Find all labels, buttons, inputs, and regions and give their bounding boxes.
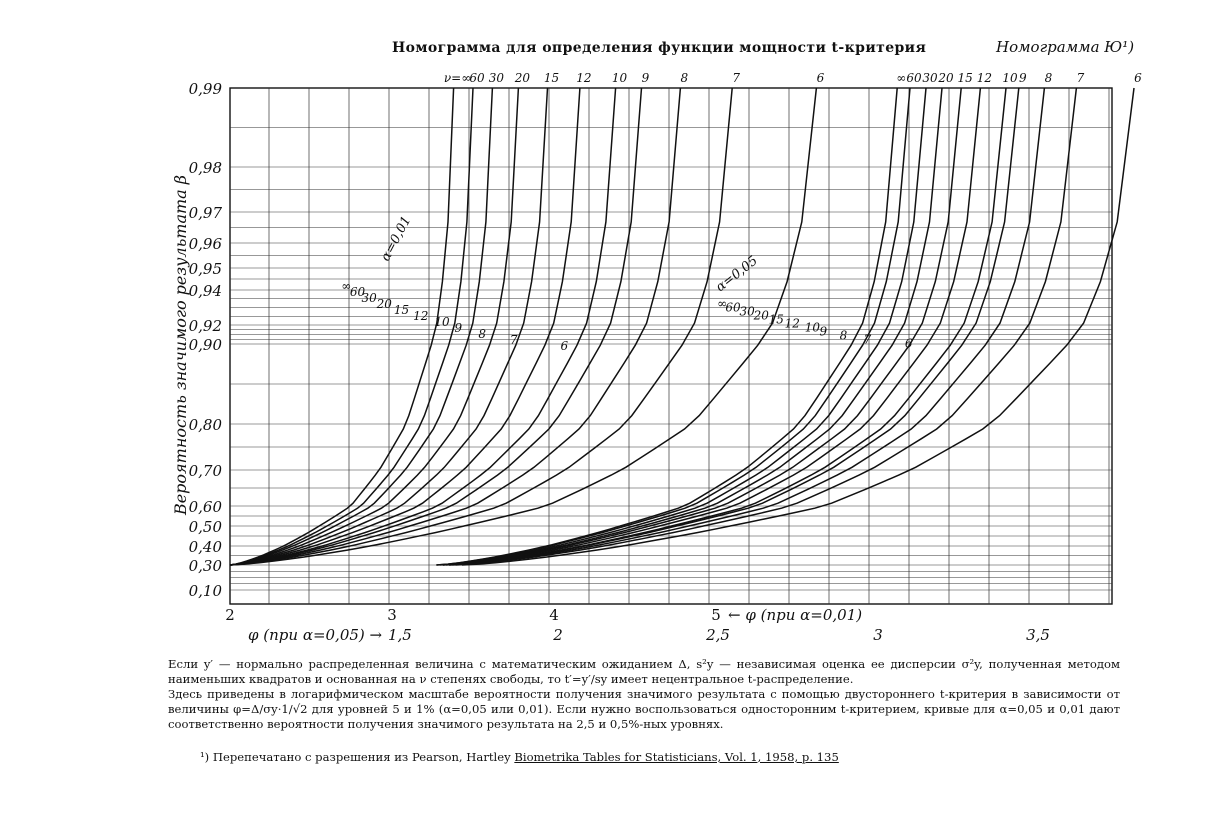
curve-inline-label: 12 — [784, 316, 800, 331]
curve-inline-label: 6 — [560, 339, 569, 353]
curve-inline-label: 7 — [863, 332, 872, 347]
curve-inline-label: 12 — [413, 309, 429, 323]
chart-curves — [230, 88, 1134, 565]
caption-paragraph: Здесь приведены в логарифмическом масштабе вероятности получения значимого результата с помощью двустороннего t-критерия в зависимости от величины φ=Δ/σy·1/√2 для уровней 5 и 1% (α=0,05 или 0,01). Если нужно воспользоваться односторонним t-критерием, кривые для α=0,05 и 0,01 дают соответственно вероятности получения значимого результата на 2,5 и 0,5%-ных уровнях. — [168, 687, 1120, 731]
x-bottom-tick-label: 3 — [873, 626, 883, 644]
curve-alpha005-nu-30 — [440, 88, 926, 565]
curve-top-label-alpha005: 6 — [1134, 71, 1142, 85]
footnote — [200, 750, 839, 764]
y-tick-label: 0,94 — [188, 282, 222, 300]
footnote-source: Biometrika Tables for Statisticians, Vol. 1, 1958, p. 135 — [514, 750, 839, 764]
caption-paragraph: Если y′ — нормально распределенная величина с математическим ожиданием Δ, s²y — независимая оценка ее дисперсии σ²y, полученная методом наименьших квадратов и основанная на ν степенях свободы, то t′=y′/sy имеет нецентральное t-распределение. — [168, 657, 1120, 686]
curve-alpha001-nu-10 — [230, 88, 616, 565]
curve-top-label-alpha001: 12 — [576, 71, 592, 85]
curve-top-label-alpha005: 9 — [1018, 71, 1027, 85]
curve-inline-label: ∞ — [717, 296, 728, 311]
y-tick-label: 0,96 — [188, 235, 222, 253]
y-tick-label: 0,90 — [188, 336, 222, 354]
y-tick-label: 0,97 — [188, 204, 222, 222]
x-top-axis-label: ← φ (при α=0,01) — [728, 606, 863, 624]
curve-alpha001-nu-20 — [230, 88, 518, 565]
curve-inline-label: 8 — [839, 328, 848, 343]
group-label-alpha005: α=0,05 — [713, 253, 761, 296]
x-top-tick-label: 4 — [549, 606, 559, 624]
curve-top-label-alpha001: 8 — [680, 71, 689, 85]
curve-top-label-alpha005: 12 — [976, 71, 993, 85]
curve-top-label-alpha005: ∞ — [896, 71, 907, 85]
footnote-text: ¹) Перепечатано с разрешения из Pearson, Hartley — [200, 750, 511, 764]
curve-alpha005-nu-60 — [436, 88, 910, 565]
curve-top-label-alpha001: 15 — [543, 71, 560, 85]
curve-inline-label: 30 — [739, 304, 755, 319]
curve-top-label-alpha005: 7 — [1076, 71, 1085, 85]
y-tick-label: 0,99 — [188, 80, 222, 98]
y-tick-label: 0,40 — [188, 538, 222, 556]
y-tick-label: 0,50 — [188, 518, 222, 536]
curve-inline-label: 30 — [361, 291, 377, 305]
x-top-tick-label: 5 — [711, 606, 721, 624]
x-bottom-tick-label: 2,5 — [706, 626, 730, 644]
y-tick-label: 0,95 — [188, 260, 222, 278]
curve-inline-label: 15 — [768, 312, 784, 327]
curve-top-label-alpha001: 30 — [488, 71, 505, 85]
curve-inline-label: 20 — [753, 308, 769, 323]
curve-inline-label: 10 — [434, 315, 450, 329]
curve-inline-label: 9 — [454, 321, 463, 335]
curve-top-label-alpha005: 20 — [938, 71, 954, 85]
y-tick-label: 0,30 — [188, 557, 222, 575]
curve-inline-label: 15 — [393, 303, 410, 317]
curve-top-label-alpha001: 6 — [816, 71, 825, 85]
curve-top-label-alpha001: 60 — [469, 71, 485, 85]
x-top-tick-label: 3 — [387, 606, 397, 624]
nomogram-label: Номограмма Ю¹) — [996, 38, 1135, 56]
curve-top-label-alpha005: 8 — [1044, 71, 1053, 85]
y-tick-label: 0,80 — [188, 416, 222, 434]
curve-alpha001-nu-∞ — [230, 88, 454, 565]
y-tick-label: 0,98 — [188, 159, 222, 177]
curve-top-label-alpha001: 10 — [611, 71, 628, 85]
curve-top-label-alpha005: 60 — [906, 71, 922, 85]
curve-top-label-alpha001: ν=∞ — [443, 71, 472, 85]
curve-alpha005-nu-10 — [449, 88, 1006, 565]
curve-top-label-alpha001: 20 — [514, 71, 531, 85]
curve-inline-label: 10 — [804, 320, 821, 335]
x-top-tick-label: 2 — [225, 606, 235, 624]
group-label-alpha001: α=0,01 — [378, 213, 415, 264]
x-bottom-axis-label: φ (при α=0,05) → — [248, 626, 383, 644]
y-tick-label: 0,70 — [188, 462, 222, 480]
curve-top-label-alpha001: 7 — [732, 71, 741, 85]
curve-inline-label: 8 — [478, 327, 487, 341]
curve-alpha005-nu-15 — [443, 88, 961, 565]
x-bottom-tick-label: 3,5 — [1026, 626, 1050, 644]
curve-inline-label: ∞ — [341, 279, 352, 293]
curve-alpha001-nu-12 — [230, 88, 580, 565]
x-bottom-tick-label: 1,5 — [388, 626, 412, 644]
page-title: Номограмма для определения функции мощности t-критерия — [392, 40, 927, 56]
chart-labels — [171, 71, 1142, 644]
y-tick-label: 0,60 — [188, 498, 222, 516]
curve-inline-label: 7 — [509, 333, 518, 347]
curve-inline-label: 20 — [376, 297, 392, 311]
y-tick-label: 0,10 — [188, 582, 222, 600]
curve-inline-label: 6 — [904, 336, 913, 351]
curve-top-label-alpha005: 30 — [922, 71, 938, 85]
curve-top-label-alpha001: 9 — [641, 71, 650, 85]
curve-inline-label: 9 — [819, 324, 828, 339]
chart-caption — [168, 657, 1120, 732]
x-bottom-tick-label: 2 — [553, 626, 563, 644]
y-tick-label: 0,92 — [188, 317, 222, 335]
curve-inline-label: 60 — [349, 285, 366, 299]
curve-alpha005-nu-∞ — [436, 88, 897, 565]
curve-alpha005-nu-8 — [452, 88, 1044, 565]
curve-top-label-alpha005: 10 — [1002, 71, 1018, 85]
curve-inline-label: 60 — [725, 300, 741, 315]
y-axis-label: Вероятность значимого результата β — [171, 174, 190, 516]
curve-top-label-alpha005: 15 — [957, 71, 973, 85]
